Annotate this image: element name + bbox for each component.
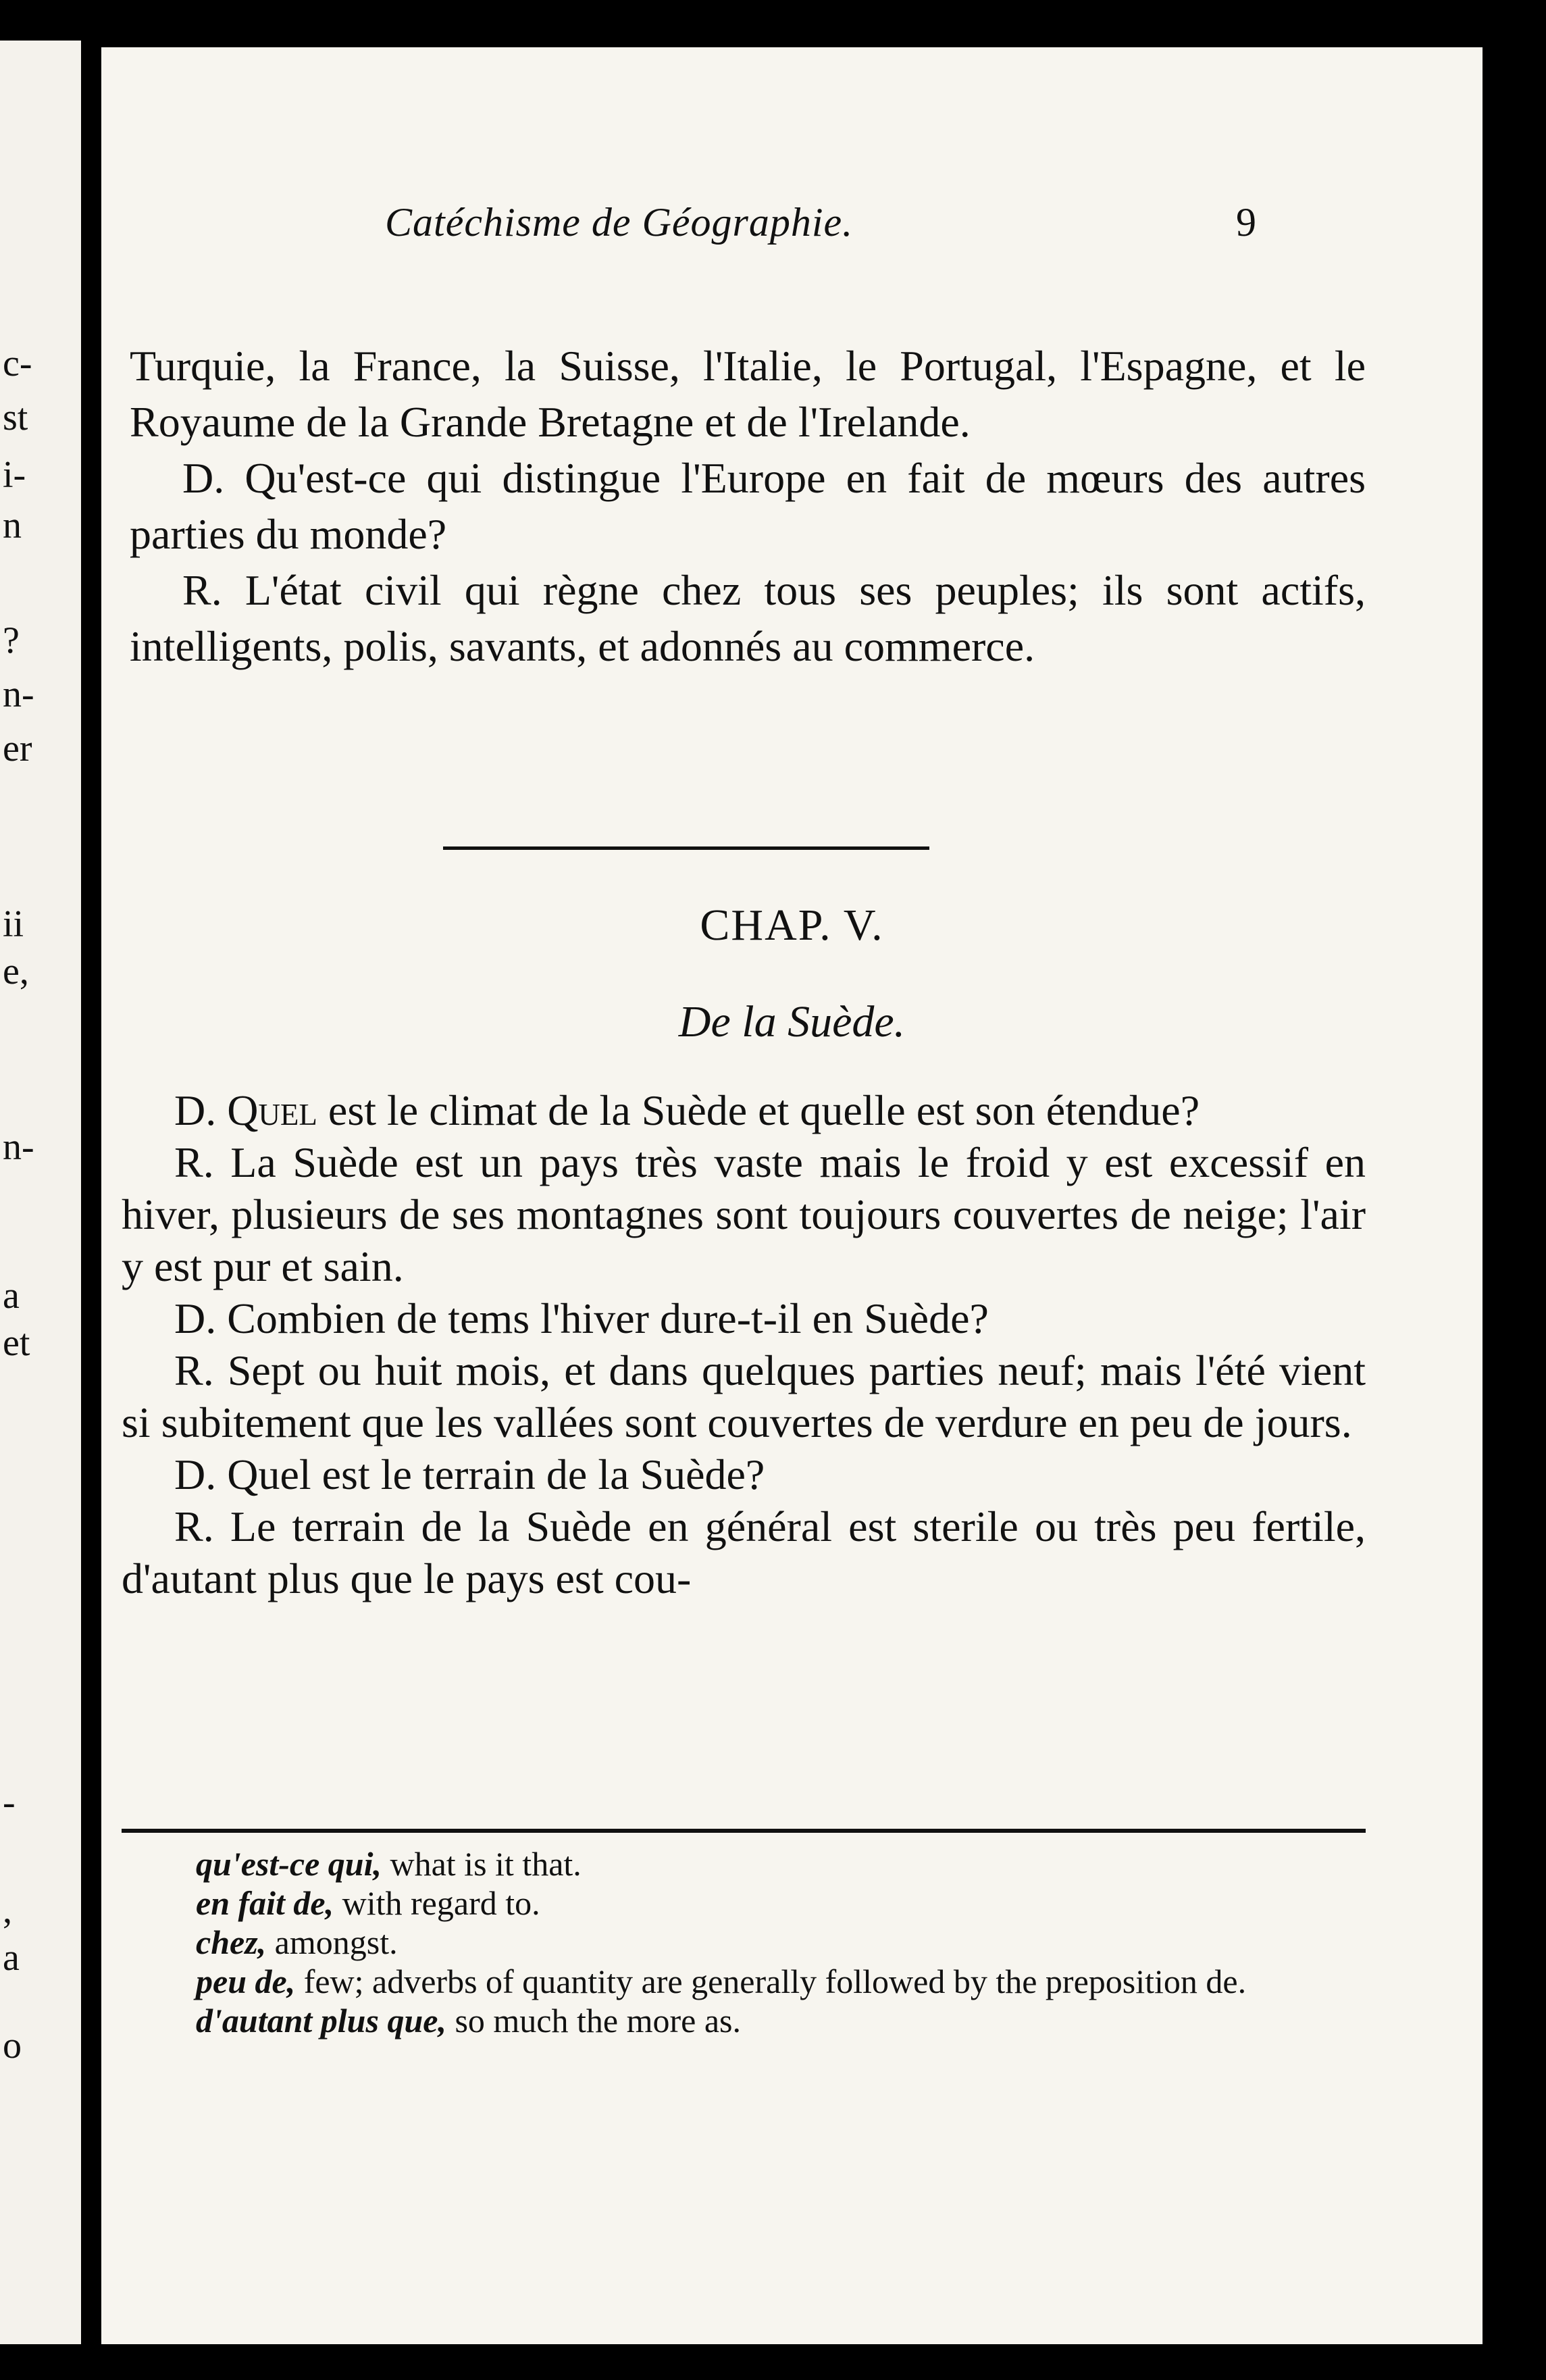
chapter-subtitle: De la Suède. (678, 997, 906, 1046)
page-number: 9 (1236, 200, 1256, 245)
answer-paragraph: R. L'état civil qui règne chez tous ses peuples; ils sont actifs, intelligents, polis, savants, et adonnés au commerce. (130, 566, 1366, 670)
footnote-rule (122, 1829, 1366, 1833)
footnote (122, 1962, 1366, 2001)
margin-fragment: et (3, 1322, 30, 1364)
margin-fragment: e, (3, 951, 29, 992)
margin-fragment: n- (3, 674, 34, 715)
margin-fragment: - (3, 1781, 16, 1823)
footnote-term: peu de, (196, 1963, 296, 2000)
body-text-chapter (122, 1084, 1366, 1604)
margin-fragment: c- (3, 343, 32, 384)
footnote-gloss: so much the more as. (446, 2002, 741, 2040)
margin-fragment: a (3, 1275, 20, 1317)
margin-fragment: i- (3, 454, 26, 496)
answer-paragraph: R. Sept ou huit mois, et dans quelques parties neuf; mais l'été vient si subitement que les vallées sont couvertes de verdure en peu de jours. (122, 1346, 1366, 1446)
footnotes (122, 1844, 1366, 2040)
answer-paragraph: R. La Suède est un pays très vaste mais le froid y est excessif en hiver, plusieurs de ses montagnes sont toujours couvertes de neige; l'air y est pur et sain. (122, 1138, 1366, 1290)
footnote-term: en fait de, (196, 1884, 334, 1922)
body-text-top (130, 338, 1366, 674)
lead-word: D. Quel (174, 1086, 317, 1134)
margin-fragment: ? (3, 619, 20, 661)
footnote-term: chez, (196, 1923, 267, 1961)
question-paragraph: D. Qu'est-ce qui distingue l'Europe en fait de mœurs des autres parties du monde? (130, 454, 1366, 558)
margin-fragment: o (3, 2025, 22, 2067)
margin-fragment: st (3, 397, 28, 438)
running-head (101, 199, 1483, 260)
margin-fragment: n- (3, 1126, 34, 1168)
adjacent-page-strip (0, 41, 81, 2344)
section-divider (443, 846, 929, 850)
footnote-term: d'autant plus que, (196, 2002, 446, 2040)
footnote (122, 1923, 1366, 1962)
question-paragraph (122, 1084, 1366, 1136)
running-title: Catéchisme de Géographie. (385, 200, 854, 245)
footnote (122, 1844, 1366, 1883)
paragraph: Turquie, la France, la Suisse, l'Italie, le Portugal, l'Espagne, et le Royaume de la Grande Bretagne et de l'Irelande. (130, 342, 1366, 446)
margin-fragment: n (3, 505, 22, 547)
margin-fragment: a (3, 1937, 20, 1979)
footnote (122, 2001, 1366, 2040)
book-page (101, 47, 1483, 2344)
footnote-gloss: what is it that. (381, 1845, 582, 1883)
footnote-gloss: few; adverbs of quantity are generally followed by the preposition de. (295, 1963, 1247, 2000)
paragraph-text: est le climat de la Suède et quelle est son étendue? (317, 1086, 1200, 1134)
footnote-gloss: amongst. (266, 1923, 398, 1961)
footnote-gloss: with regard to. (334, 1884, 540, 1922)
question-paragraph: D. Combien de tems l'hiver dure-t-il en Suède? (174, 1294, 989, 1342)
footnote (122, 1883, 1366, 1923)
footnote-term: qu'est-ce qui, (196, 1845, 382, 1883)
chapter-heading: CHAP. V. (700, 901, 884, 950)
margin-fragment: ii (3, 903, 24, 945)
answer-paragraph: R. Le terrain de la Suède en général est sterile ou très peu fertile, d'autant plus que le pays est cou- (122, 1502, 1366, 1602)
margin-fragment: er (3, 728, 32, 769)
question-paragraph: D. Quel est le terrain de la Suède? (174, 1450, 765, 1498)
margin-fragment: , (3, 1890, 12, 1931)
